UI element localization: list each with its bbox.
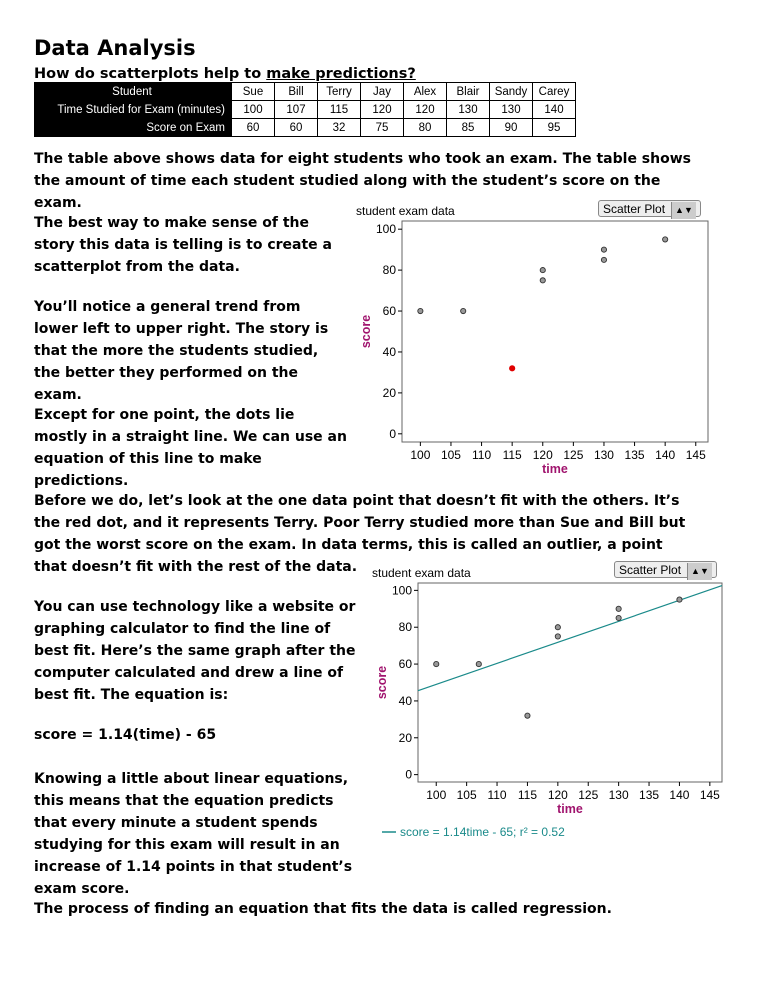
x-tick-label: 115: [517, 788, 538, 802]
table-row-students: [35, 83, 576, 101]
x-tick-label: 110: [487, 788, 507, 802]
y-tick-label: 40: [382, 344, 396, 359]
x-tick-label: 105: [456, 788, 477, 802]
data-point: [677, 597, 682, 602]
page-title: Data Analysis: [34, 36, 196, 60]
paragraph-trend: You’ll notice a general trend from lower left to upper right. The story is that the more the students studied, the better they performed on the exam.: [34, 299, 329, 403]
data-point: [540, 278, 545, 283]
table-cell: 80: [404, 119, 447, 137]
paragraph-meaning: Knowing a little about linear equations, this means that the equation predicts that every minute a student spends studying for this exam will result in an increase of 1.14 points in that student’s exam score.: [34, 771, 353, 897]
x-tick-label: 145: [699, 788, 720, 802]
page-subtitle: [34, 66, 416, 82]
table-cell: 75: [361, 119, 404, 137]
data-point: [663, 237, 668, 242]
table-cell: 32: [318, 119, 361, 137]
table-cell: Alex: [404, 83, 447, 101]
chart2: [356, 580, 726, 845]
data-point: [525, 713, 530, 718]
x-tick-label: 125: [578, 788, 599, 802]
table-cell: 60: [275, 119, 318, 137]
x-tick-label: 140: [655, 448, 676, 462]
paragraph-outlier: Before we do, let’s look at the one data point that doesn’t fit with the others. It’s the red dot, and it represents Terry. Poor Terry studied more than Sue and Bill but got the worst score on the exam. In data terms, this is called an outlier, a point that doesn’t fit with the rest of the data.: [34, 493, 686, 575]
data-point: [555, 625, 560, 630]
paragraph-intro: The table above shows data for eight students who took an exam. The table shows the amount of time each student studied along with the student’s score on the exam.: [34, 151, 691, 211]
data-point: [434, 661, 439, 666]
paragraph-technology: You can use technology like a website or graphing calculator to find the line of best fit. Here’s the same graph after the computer calculated and drew a line of best fit. The equation is:: [34, 599, 356, 703]
table-header-score: Score on Exam: [35, 119, 232, 137]
table-cell: 115: [318, 101, 361, 119]
data-point: [476, 661, 481, 666]
table-cell: 85: [447, 119, 490, 137]
y-tick-label: 60: [382, 304, 396, 319]
table-cell: 120: [361, 101, 404, 119]
paragraph-scatterplot: The best way to make sense of the story this data is telling is to create a scatterplot from the data.: [34, 215, 332, 275]
data-point: [616, 606, 621, 611]
data-point: [616, 615, 621, 620]
table-row-time: [35, 101, 576, 119]
subtitle-underlined: make predictions?: [266, 66, 416, 82]
y-tick-label: 100: [391, 583, 412, 598]
chevron-updown-icon: ▲▼: [687, 563, 712, 580]
table-cell: 90: [490, 119, 533, 137]
chart2-plot-type-dropdown[interactable]: [614, 561, 717, 578]
chart1-title: student exam data: [356, 204, 455, 218]
table-cell: Jay: [361, 83, 404, 101]
x-tick-label: 130: [593, 448, 614, 462]
table-header-time: Time Studied for Exam (minutes): [35, 101, 232, 119]
paragraph-line: Except for one point, the dots lie mostly in a straight line. We can use an equation of this line to make predictions.: [34, 407, 347, 489]
table-cell: Sandy: [490, 83, 533, 101]
y-axis-label: score: [359, 314, 373, 349]
paragraph-regression: [34, 898, 734, 920]
x-tick-label: 145: [685, 448, 706, 462]
chart1: [340, 218, 720, 488]
table-cell: 107: [275, 101, 318, 119]
x-tick-label: 135: [639, 788, 660, 802]
chart2-title: student exam data: [372, 566, 471, 580]
plot-area: [418, 583, 722, 782]
table-cell: Carey: [533, 83, 576, 101]
x-tick-label: 130: [608, 788, 629, 802]
table-cell: 130: [490, 101, 533, 119]
table-cell: Bill: [275, 83, 318, 101]
y-tick-label: 0: [389, 426, 396, 441]
table-cell: 130: [447, 101, 490, 119]
x-tick-label: 115: [502, 448, 522, 462]
chevron-updown-icon: ▲▼: [671, 202, 696, 219]
y-tick-label: 60: [398, 657, 412, 672]
fit-legend: score = 1.14time - 65; r² = 0.52: [400, 825, 565, 839]
data-point: [540, 268, 545, 273]
y-tick-label: 0: [405, 767, 412, 782]
x-tick-label: 100: [410, 448, 431, 462]
table-cell: 100: [232, 101, 275, 119]
table-row-score: [35, 119, 576, 137]
table-cell: 120: [404, 101, 447, 119]
table-cell: 95: [533, 119, 576, 137]
regression-term: regression: [522, 901, 607, 917]
y-tick-label: 20: [382, 385, 396, 400]
data-point: [601, 247, 606, 252]
x-axis-label: time: [557, 802, 583, 816]
x-tick-label: 125: [563, 448, 584, 462]
subtitle-text: How do scatterplots help to: [34, 66, 267, 82]
data-point: [601, 257, 606, 262]
y-tick-label: 80: [382, 263, 396, 278]
x-axis-label: time: [542, 462, 568, 476]
x-tick-label: 105: [440, 448, 461, 462]
data-point: [461, 308, 466, 313]
y-axis-label: score: [375, 665, 389, 700]
table-cell: Blair: [447, 83, 490, 101]
x-tick-label: 140: [669, 788, 690, 802]
x-tick-label: 135: [624, 448, 645, 462]
regression-text: The process of finding an equation that fits the data is called: [34, 901, 523, 917]
table-cell: Sue: [232, 83, 275, 101]
data-point: [555, 634, 560, 639]
data-point: [418, 308, 423, 313]
outlier-point: [510, 366, 515, 371]
chart2-dropdown-label: Scatter Plot: [619, 563, 682, 577]
plot-area: [402, 221, 708, 442]
table-header-student: Student: [35, 83, 232, 101]
equation-text: score = 1.14(time) - 65: [34, 727, 217, 743]
y-tick-label: 100: [375, 222, 396, 237]
table-cell: Terry: [318, 83, 361, 101]
data-table: [34, 82, 576, 137]
y-tick-label: 80: [398, 620, 412, 635]
table-cell: 140: [533, 101, 576, 119]
x-tick-label: 120: [532, 448, 553, 462]
y-tick-label: 40: [398, 693, 412, 708]
regression-period: .: [606, 901, 612, 917]
table-cell: 60: [232, 119, 275, 137]
x-tick-label: 110: [471, 448, 492, 462]
x-tick-label: 100: [426, 788, 447, 802]
chart1-dropdown-label: Scatter Plot: [603, 202, 666, 216]
chart1-plot-type-dropdown[interactable]: [598, 200, 701, 217]
y-tick-label: 20: [398, 730, 412, 745]
x-tick-label: 120: [547, 788, 568, 802]
